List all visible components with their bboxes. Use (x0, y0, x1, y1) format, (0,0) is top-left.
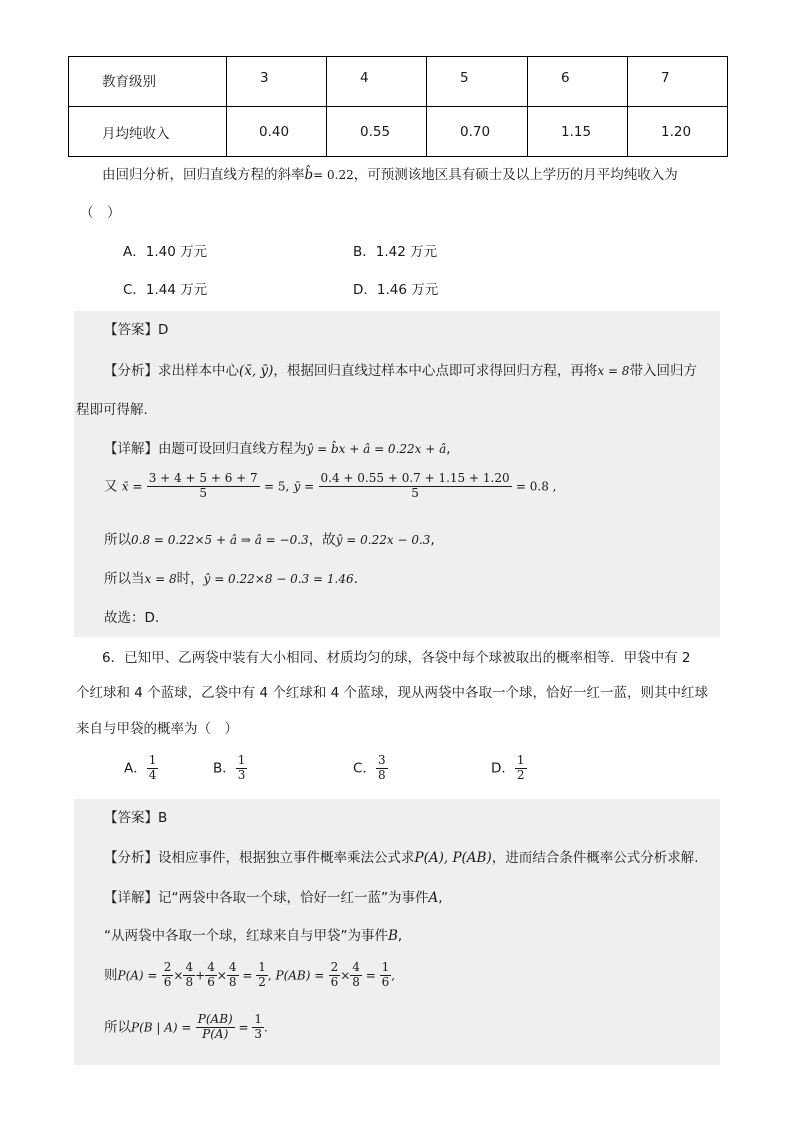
slope-symbol: b̂ (304, 167, 314, 183)
q5-detail-line1 (104, 437, 451, 457)
numerator: 4 (228, 960, 237, 974)
fraction (162, 961, 174, 990)
punct: , (430, 532, 435, 548)
slope-value: = 0.22 (313, 168, 354, 182)
option-label: D． (491, 760, 515, 777)
numerator: 1 (148, 753, 157, 767)
probability-math: P(A), P(AB) (414, 850, 492, 866)
table-cell: 1.20 (628, 107, 728, 157)
fraction (380, 961, 392, 990)
q5-analysis-line2: 程即可得解. (76, 402, 148, 418)
times-sign: × (340, 968, 351, 983)
numerator: 4 (207, 960, 215, 974)
q5-choose: 故选：D. (104, 610, 160, 626)
pa-math: P(A) = (117, 968, 158, 983)
ybar-fraction (319, 472, 512, 501)
analysis-text: 带入回归方 (629, 363, 697, 379)
q5-stem-line1 (102, 163, 678, 183)
q5-stem-text: ，可预测该地区具有硕士及以上学历的月平均纯收入为 (353, 167, 678, 183)
denominator: 8 (377, 767, 386, 782)
numerator: 1 (237, 753, 246, 767)
q6-detail-probabilities (104, 961, 395, 990)
fraction (227, 961, 239, 990)
table-cell: 0.70 (427, 107, 528, 157)
detail-label: 【详解】 (104, 890, 158, 906)
numerator: 1 (258, 960, 266, 974)
option-label: C． (353, 760, 376, 777)
denominator: 6 (163, 974, 172, 989)
intercept-equation-math: 0.8 = 0.22×5 + â ⇒ â = −0.3 (131, 533, 309, 547)
fraction (329, 961, 341, 990)
equals-sign: = (361, 968, 380, 983)
numerator: 2 (330, 960, 339, 974)
q5-option-a: A．1.40 万元 (123, 244, 208, 260)
fraction (196, 1013, 235, 1042)
denominator: 2 (258, 974, 266, 989)
event-a-math: A (428, 890, 439, 906)
xbar-fraction (147, 472, 260, 501)
detail-text: ，故 (308, 532, 336, 548)
analysis-label: 【分析】 (104, 363, 158, 379)
analysis-text: 求出样本中心 (158, 363, 239, 379)
punct: , (438, 890, 443, 906)
table-cell: 7 (628, 57, 728, 107)
numerator: 1 (254, 1012, 263, 1026)
q5-detail-intercept (104, 528, 435, 548)
equals-sign: = (238, 968, 257, 983)
numerator: P(AB) (197, 1012, 233, 1026)
q6-option-a (124, 754, 158, 783)
equals-sign: = (234, 1020, 253, 1035)
xbar-result: = 5, (263, 479, 290, 494)
xbar-math: x̄ = (121, 479, 143, 494)
denominator: 8 (352, 974, 360, 989)
denominator: 2 (516, 767, 525, 782)
table-cell: 4 (327, 57, 427, 107)
denominator: 4 (148, 767, 157, 782)
q5-detail-predict (104, 567, 358, 587)
detail-text: 时， (176, 571, 204, 587)
option-label: A． (124, 760, 147, 777)
q6-stem-line1: 6．已知甲、乙两袋中装有大小相同、材质均匀的球，各袋中每个球被取出的概率相等．甲袋中有 2 (102, 650, 691, 666)
q6-answer (104, 806, 167, 826)
option-fraction (236, 754, 248, 783)
denominator: 5 (199, 485, 208, 500)
x-equals-8-math: x = 8 (597, 364, 630, 378)
table-cell: 3 (227, 57, 327, 107)
analysis-text: ，根据回归直线过样本中心点即可求得回归方程，再将 (273, 363, 598, 379)
education-income-table (68, 56, 728, 157)
q6-option-d (491, 754, 527, 783)
denominator: 8 (228, 974, 237, 989)
numerator: 1 (381, 960, 390, 974)
table-cell: 0.55 (327, 107, 427, 157)
q5-analysis-line1 (104, 359, 697, 379)
punct: . (353, 571, 358, 587)
numerator: 2 (163, 960, 172, 974)
table-cell: 6 (528, 57, 628, 107)
q5-option-c: C．1.44 万元 (123, 282, 208, 298)
detail-label: 【详解】 (104, 441, 158, 457)
option-fraction (147, 754, 159, 783)
detail-text: “从两袋中各取一个球，红球来自与甲袋”为事件 (104, 928, 388, 944)
q6-detail-line1 (104, 886, 443, 906)
denominator: 3 (254, 1026, 263, 1041)
analysis-label: 【分析】 (104, 850, 158, 866)
numerator: 4 (352, 960, 360, 974)
punct: , (397, 928, 403, 944)
times-sign: × (216, 968, 227, 983)
option-fraction (376, 754, 388, 783)
detail-text: 记“两袋中各取一个球，恰好一红一蓝”为事件 (158, 890, 429, 906)
q6-stem-line3: 来自与甲袋的概率为（ ） (76, 721, 238, 737)
q5-option-d: D．1.46 万元 (353, 282, 439, 298)
q5-answer (104, 318, 168, 338)
denominator: 8 (185, 974, 194, 989)
table-header-cell: 月均纯收入 (69, 107, 227, 157)
x-equals-8-math: x = 8 (144, 572, 177, 586)
q6-detail-line2 (104, 924, 402, 944)
option-fraction (515, 754, 527, 783)
fraction (256, 961, 268, 990)
regression-equation-math: ŷ = b̂x + â = 0.22x + â (306, 442, 447, 456)
detail-text: 所以 (104, 1019, 131, 1036)
table-header-cell: 教育级别 (69, 57, 227, 107)
detail-text: 则 (104, 967, 118, 984)
q6-option-b (213, 754, 247, 783)
sample-center-math: (x̄, ȳ) (239, 363, 274, 379)
q6-detail-conditional (104, 1013, 268, 1042)
table-cell: 1.15 (528, 107, 628, 157)
denominator: 6 (330, 974, 339, 989)
event-b-math: B (388, 928, 398, 944)
numerator: 4 (185, 960, 194, 974)
table-row (69, 57, 728, 107)
numerator: 1 (516, 753, 525, 767)
q6-option-c (353, 754, 388, 783)
prediction-math: ŷ = 0.22×8 − 0.3 = 1.46 (203, 572, 354, 586)
analysis-text: ，进而结合条件概率公式分析求解. (491, 850, 699, 866)
option-label: B． (213, 760, 236, 777)
comma: , (267, 968, 276, 983)
pba-math: P(B | A) = (131, 1020, 192, 1035)
table-cell: 5 (427, 57, 528, 107)
times-sign: × (173, 968, 184, 983)
detail-text: 又 (104, 478, 118, 495)
numerator: 3 + 4 + 5 + 6 + 7 (148, 471, 258, 485)
answer-value: B (158, 810, 168, 826)
analysis-text: 设相应事件，根据独立事件概率乘法公式求 (158, 850, 415, 866)
q5-stem-text: 由回归分析，回归直线方程的斜率 (102, 167, 305, 183)
denominator: P(A) (202, 1026, 229, 1041)
final-equation-math: ŷ = 0.22x − 0.3 (335, 533, 431, 547)
numerator: 0.4 + 0.55 + 0.7 + 1.15 + 1.20 (320, 471, 510, 485)
denominator: 6 (381, 974, 390, 989)
denominator: 3 (237, 767, 246, 782)
q6-analysis (104, 846, 699, 866)
plus-sign: + (195, 968, 206, 983)
pab-math: P(AB) = (275, 968, 325, 983)
q5-detail-means (104, 472, 556, 501)
q5-option-b: B．1.42 万元 (353, 244, 438, 260)
fraction (350, 961, 362, 990)
period: . (264, 1020, 268, 1035)
fraction (252, 1013, 264, 1042)
ybar-math: ȳ = (293, 479, 315, 494)
table-cell: 0.40 (227, 107, 327, 157)
fraction (205, 961, 217, 990)
q5-paren: （ ） (80, 205, 121, 221)
answer-label: 【答案】 (104, 322, 158, 338)
detail-text: 所以当 (104, 571, 145, 587)
q6-stem-line2: 个红球和 4 个蓝球，乙袋中有 4 个红球和 4 个蓝球，现从两袋中各取一个球，恰好一红一蓝，则其中红球 (76, 685, 709, 701)
table-row (69, 107, 728, 157)
detail-text: 所以 (104, 532, 131, 548)
punct: , (446, 441, 451, 457)
fraction (183, 961, 195, 990)
answer-label: 【答案】 (104, 810, 158, 826)
answer-value: D (158, 322, 169, 338)
numerator: 3 (377, 753, 386, 767)
detail-text: 由题可设回归直线方程为 (158, 441, 307, 457)
denominator: 6 (207, 974, 215, 989)
comma: , (391, 968, 396, 983)
denominator: 5 (411, 485, 419, 500)
ybar-result: = 0.8 , (515, 479, 557, 494)
